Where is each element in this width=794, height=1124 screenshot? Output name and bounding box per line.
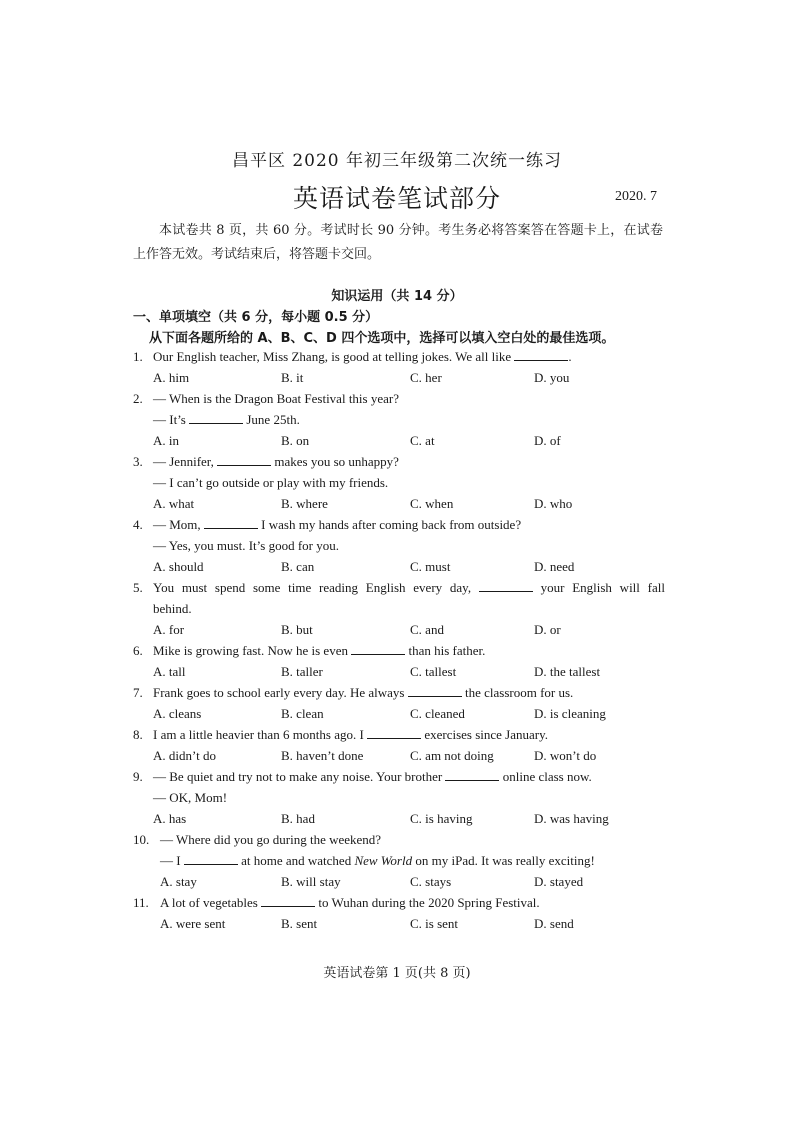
option-c: C. cleaned <box>410 706 465 721</box>
options-row <box>133 367 665 388</box>
page-footer: 英语试卷第 1 页(共 8 页) <box>323 966 471 981</box>
option-c: C. at <box>410 433 435 448</box>
answer-blank <box>351 642 405 655</box>
option-d: D. stayed <box>534 874 584 889</box>
answer-blank <box>204 516 258 529</box>
option-d: D. the tallest <box>534 664 601 679</box>
option-b: B. haven’t done <box>281 748 364 763</box>
exam-date: 2020. 7 <box>615 189 657 204</box>
options-row <box>133 493 665 514</box>
option-d: D. who <box>534 496 573 511</box>
option-a: A. were sent <box>160 916 226 931</box>
question-text: — Mom, I wash my hands after coming back from outside? <box>153 517 522 532</box>
option-c: C. am not doing <box>410 748 494 763</box>
answer-blank <box>189 411 243 424</box>
question-text: — I at home and watched New World on my iPad. It was really exciting! <box>160 853 595 868</box>
question-text: — When is the Dragon Boat Festival this year? <box>153 391 399 406</box>
option-d: D. won’t do <box>534 748 597 763</box>
option-a: A. what <box>153 496 195 511</box>
question-line <box>133 787 665 808</box>
option-b: B. had <box>281 811 315 826</box>
option-a: A. cleans <box>153 706 202 721</box>
intro-paragraph: 本试卷共 8 页，共 60 分。考试时长 90 分钟。考生务必将答案答在答题卡上，在试卷上作答无效。考试结束后，将答题卡交回。 <box>133 223 663 262</box>
options-row <box>133 619 665 640</box>
option-a: A. has <box>153 811 187 826</box>
option-c: C. when <box>410 496 454 511</box>
options-row <box>133 913 665 934</box>
options-row <box>133 745 665 766</box>
question-line <box>133 514 665 535</box>
option-b: B. taller <box>281 664 323 679</box>
question-line <box>133 682 665 703</box>
question-text: Our English teacher, Miss Zhang, is good at telling jokes. We all like . <box>153 349 572 364</box>
option-b: B. where <box>281 496 328 511</box>
question-line <box>133 535 665 556</box>
question-line <box>133 640 665 661</box>
question-line <box>133 451 665 472</box>
answer-blank <box>367 726 421 739</box>
question-line <box>133 409 665 430</box>
question-number: 5. <box>133 580 143 595</box>
option-d: D. is cleaning <box>534 706 606 721</box>
question-text: I am a little heavier than 6 months ago. I exercises since January. <box>153 727 549 742</box>
option-c: C. must <box>410 559 451 574</box>
option-d: D. or <box>534 622 561 637</box>
question-number: 1. <box>133 349 143 364</box>
option-b: B. sent <box>281 916 318 931</box>
option-a: A. in <box>153 433 179 448</box>
question-text: Frank goes to school early every day. He always the classroom for us. <box>153 685 574 700</box>
option-d: D. of <box>534 433 561 448</box>
question-text: — It’s June 25th. <box>153 412 300 427</box>
option-a: A. him <box>153 370 190 385</box>
question-text: — Yes, you must. It’s good for you. <box>153 538 339 553</box>
question-text: — OK, Mom! <box>153 790 228 805</box>
question-text: — Jennifer, makes you so unhappy? <box>153 454 399 469</box>
question-number: 9. <box>133 769 143 784</box>
option-a: A. for <box>153 622 185 637</box>
question-number: 6. <box>133 643 143 658</box>
question-line <box>133 598 665 619</box>
option-b: B. can <box>281 559 315 574</box>
answer-blank <box>408 684 462 697</box>
answer-blank <box>514 348 568 361</box>
option-a: A. didn’t do <box>153 748 216 763</box>
question-line <box>133 472 665 493</box>
answer-blank <box>445 768 499 781</box>
option-b: B. on <box>281 433 310 448</box>
option-b: B. clean <box>281 706 324 721</box>
option-d: D. send <box>534 916 574 931</box>
answer-blank <box>479 579 533 592</box>
exam-subtitle: 英语试卷笔试部分 <box>292 184 501 213</box>
question-text: Mike is growing fast. Now he is even than his father. <box>153 643 486 658</box>
question-text: — Where did you go during the weekend? <box>160 832 382 847</box>
option-c: C. and <box>410 622 444 637</box>
question-line <box>133 766 665 787</box>
option-d: D. was having <box>534 811 609 826</box>
answer-blank <box>261 894 315 907</box>
question-text: — Be quiet and try not to make any noise. Your brother online class now. <box>153 769 592 784</box>
option-b: B. will stay <box>281 874 341 889</box>
options-row <box>133 661 665 682</box>
question-number: 7. <box>133 685 143 700</box>
answer-blank <box>184 852 238 865</box>
options-row <box>133 430 665 451</box>
question-line <box>133 346 665 367</box>
options-row <box>133 871 665 892</box>
question-number: 11. <box>133 895 149 910</box>
option-c: C. stays <box>410 874 452 889</box>
italic-title: New World <box>354 853 413 868</box>
option-c: C. is having <box>410 811 473 826</box>
question-number: 2. <box>133 391 143 406</box>
instructions: 从下面各题所给的 A、B、C、D 四个选项中，选择可以填入空白处的最佳选项。 <box>149 331 615 346</box>
section-title: 知识运用（共 14 分） <box>331 289 463 304</box>
question-number: 4. <box>133 517 143 532</box>
question-line <box>133 724 665 745</box>
option-b: B. it <box>281 370 304 385</box>
option-d: D. you <box>534 370 570 385</box>
question-number: 8. <box>133 727 143 742</box>
answer-blank <box>217 453 271 466</box>
question-line <box>133 577 665 598</box>
option-c: C. tallest <box>410 664 457 679</box>
question-text: — I can’t go outside or play with my friends. <box>153 475 389 490</box>
question-line <box>133 388 665 409</box>
option-b: B. but <box>281 622 313 637</box>
option-a: A. should <box>153 559 204 574</box>
options-row <box>133 556 665 577</box>
question-number: 3. <box>133 454 143 469</box>
option-d: D. need <box>534 559 575 574</box>
question-line <box>133 829 665 850</box>
question-list <box>133 346 665 934</box>
part-title: 一、单项填空（共 6 分，每小题 0.5 分） <box>133 310 379 325</box>
question-number: 10. <box>133 832 150 847</box>
option-a: A. stay <box>160 874 197 889</box>
question-line <box>133 892 665 913</box>
question-text: A lot of vegetables to Wuhan during the 2020 Spring Festival. <box>160 895 540 910</box>
question-line <box>133 850 665 871</box>
option-c: C. is sent <box>410 916 459 931</box>
options-row <box>133 703 665 724</box>
question-text: You must spend some time reading English every day, your English will fall <box>153 580 665 595</box>
options-row <box>133 808 665 829</box>
option-c: C. her <box>410 370 442 385</box>
option-a: A. tall <box>153 664 186 679</box>
exam-title: 昌平区 2020 年初三年级第二次统一练习 <box>231 151 563 171</box>
question-text: behind. <box>153 601 192 616</box>
